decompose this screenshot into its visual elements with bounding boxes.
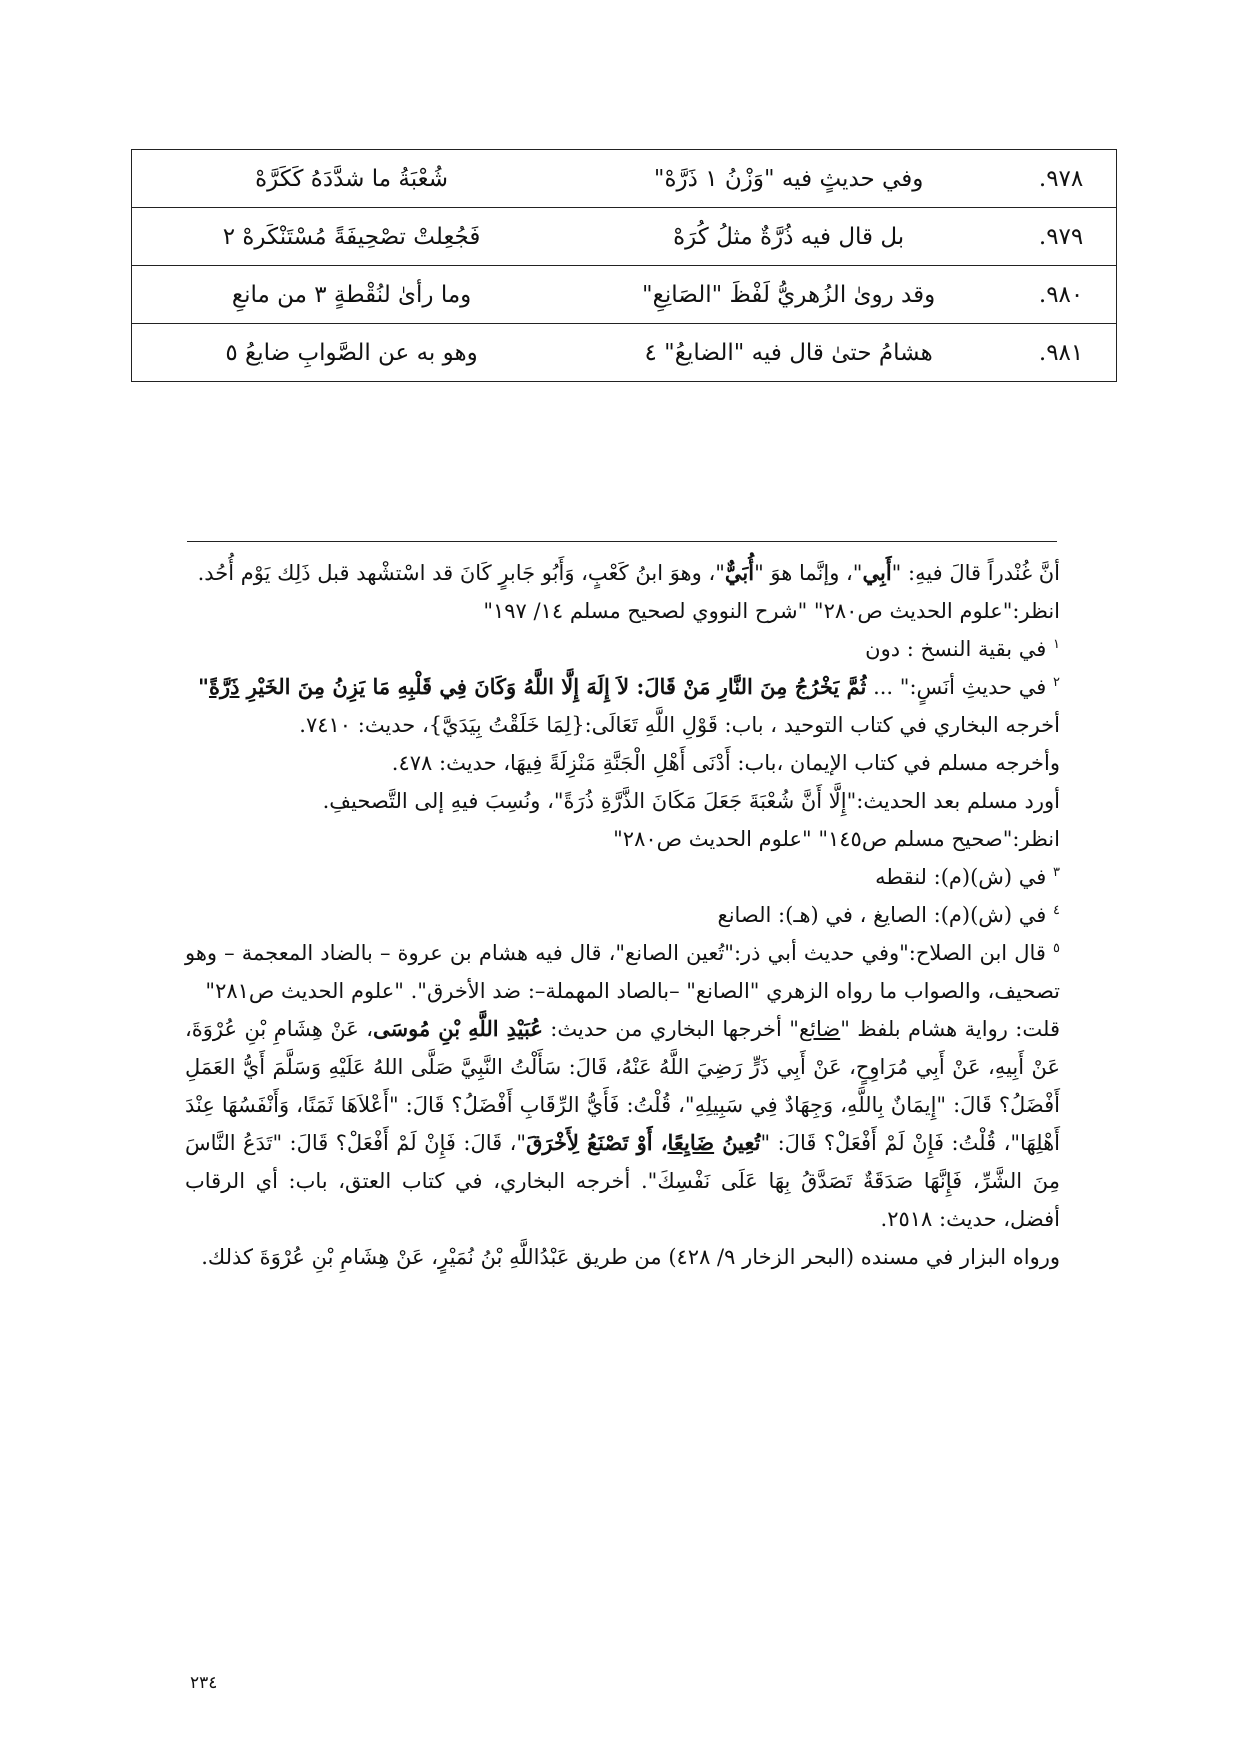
text: في (ش)(م): لنقطه [875, 865, 1054, 889]
footnote-3 [185, 858, 1060, 896]
footnote-2-source: أخرجه البخاري في كتاب التوحيد ، باب: قَوْلِ اللَّهِ تَعَالَى:{لِمَا خَلَقْتُ بِيَدَيَّ}، حديث: ٧٤١٠. [299, 713, 1060, 737]
reference-line: انظر:"علوم الحديث ص٢٨٠" "شرح النووي لصحيح مسلم ١٤/ ١٩٧" [483, 599, 1060, 623]
bold-text: ثُمَّ يَخْرُجُ مِنَ النَّارِ مَنْ قَالَ: لاَ إِلَهَ إِلَّا اللَّهُ وَكَانَ فِي قَلْبِهِ مَا يَزِنُ مِنَ الخَيْرِ [239, 674, 867, 699]
verse-first-hemistich: هشامُ حتىٰ قال فيه "الضايعُ" ٤ [571, 324, 1006, 382]
footnote-marker: ١ [1053, 637, 1060, 652]
commentary-last: ورواه البزار في مسنده (البحر الزخار ٩/ ٤٢٨) من طريق عَبْدُاللَّهِ بْنُ نُمَيْرٍ، عَنْ هِشَامِ بْنِ عُرْوَةَ كذلك. [201, 1245, 1060, 1269]
text: في (ش)(م): الصايغ ، في (هـ): الصانع [717, 903, 1054, 927]
underlined-text: ضَايِعًا [667, 1130, 715, 1155]
verse-table [131, 149, 1117, 382]
text: ، عَنْ هِشَامِ بْنِ عُرْوَةَ، عَنْ أَبِيهِ، عَنْ أَبِي مُرَاوِحٍ، عَنْ أَبِي ذَرٍّ رَضِيَ اللَّهُ عَنْهُ، قَالَ: سَأَلْتُ النَّبِيَّ صَلَّى اللهُ عَلَيْهِ وَسَلَّمَ أَيُّ العَمَلِ أَفْضَلُ؟ قَالَ: "إِيمَانٌ بِاللَّهِ، وَجِهَادٌ فِي سَبِيلِهِ"، قُلْتُ: فَأَيُّ الرِّقَابِ أَفْضَلُ؟ قَالَ: "أَعْلاَهَا ثَمَنًا، وَأَنْفَسُهَا عِنْدَ أَهْلِهَا"، قُلْتُ: فَإِنْ لَمْ أَفْعَلْ؟ قَالَ: " [185, 1017, 1060, 1155]
table-row [132, 208, 1117, 266]
page-number: ٢٣٤ [190, 1673, 218, 1693]
text: "، وإنَّما هوَ " [754, 561, 863, 585]
footnote-4 [185, 896, 1060, 934]
footnote-2-reference: انظر:"صحيح مسلم ص١٤٥" "علوم الحديث ص٢٨٠" [613, 827, 1060, 851]
underlined-text: ذَرَّةً [208, 674, 240, 699]
table-row [132, 150, 1117, 208]
underlined-text: ضائع [798, 1017, 841, 1041]
verse-second-hemistich: فَجُعِلتْ تصْحِيفَةً مُسْتَنْكَرهْ ٢ [132, 208, 572, 266]
verse-number: ٩٧٩. [1006, 208, 1116, 266]
footnote-separator [187, 541, 1057, 542]
verse-second-hemistich: شُعْبَةُ ما شدَّدَهُ كَكَرَّهْ [132, 150, 572, 208]
verse-number: ٩٧٨. [1006, 150, 1116, 208]
footnotes [185, 554, 1060, 1276]
footnote-marker: ٤ [1053, 903, 1060, 918]
text: أنَّ غُنْدراً قالَ فيهِ: " [891, 561, 1060, 585]
bold-text: ، أَوْ تَصْنَعُ لِأَخْرَقَ [526, 1130, 668, 1155]
verse-first-hemistich: وفي حديثٍ فيه "وَزْنُ ١ ذَرَّهْ" [571, 150, 1006, 208]
footnote-5 [185, 934, 1060, 1010]
text: "، وهوَ ابنُ كَعْبٍ، وَأَبُو جَابرٍ كَانَ قد اسْتشْهد قبل ذَلِك يَوْم أُحُد. [197, 561, 725, 585]
footnote-marker: ٥ [1053, 941, 1060, 956]
footnote-2-source: وأخرجه مسلم في كتاب الإيمان ،باب: أَدْنَى أَهْلِ الْجَنَّةِ مَنْزِلَةً فِيهَا، حديث: ٤٧٨. [391, 751, 1060, 775]
footnote-marker: ٣ [1053, 865, 1060, 880]
text: قلت: رواية هشام بلفظ " [840, 1017, 1060, 1041]
footnote-1 [185, 630, 1060, 668]
text: " أخرجها البخاري من حديث: [542, 1017, 799, 1041]
bold-text: تُعِينُ [714, 1130, 761, 1155]
footnote-2-note: أورد مسلم بعد الحديث:"إِلَّا أَنَّ شُعْبَةَ جَعَلَ مَكَانَ الذَّرَّةِ ذُرَةً"، ونُسِبَ فيهِ إلى التَّصحيفِ. [322, 789, 1060, 813]
text: في بقية النسخ : دون [865, 637, 1054, 661]
verse-second-hemistich: وما رأىٰ لنُقْطةٍ ٣ من مانعِ [132, 266, 572, 324]
footnote-continuation [185, 554, 1060, 592]
commentary [185, 1010, 1060, 1238]
verse-first-hemistich: وقد روىٰ الزُهريُّ لَفْظَ "الصَانِعِ" [571, 266, 1006, 324]
table-row [132, 266, 1117, 324]
bold-text: " [198, 674, 209, 699]
verse-number: ٩٨١. [1006, 324, 1116, 382]
footnote-2 [185, 668, 1060, 706]
verse-second-hemistich: وهو به عن الصَّوابِ ضايعُ ٥ [132, 324, 572, 382]
verse-first-hemistich: بل قال فيه ذُرَّةٌ مثلُ كُرَهْ [571, 208, 1006, 266]
bold-text: عُبَيْدِ اللَّهِ بْنِ مُوسَى [373, 1016, 543, 1041]
footnote-marker: ٢ [1053, 675, 1060, 690]
text: في حديثِ أنَسٍ:" ... [866, 675, 1054, 699]
text: "، قَالَ: فَإِنْ لَمْ أَفْعَلْ؟ قَالَ: "تَدَعُ النَّاسَ مِنَ الشَّرِّ، فَإِنَّهَا صَدَقَةٌ تَصَدَّقُ بِهَا عَلَى نَفْسِكَ". أخرجه البخاري، في كتاب العتق، باب: أي الرقاب أفضل، حديث: ٢٥١٨. [185, 1131, 1060, 1231]
verse-number: ٩٨٠. [1006, 266, 1116, 324]
table-row [132, 324, 1117, 382]
text: قال ابن الصلاح:"وفي حديث أبي ذر:"تُعين الصانع"، قال فيه هشام بن عروة – بالضاد المعجمة – وهو تصحيف، والصواب ما رواه الزهري "الصانع" –بالصاد المهملة–: ضد الأخرق". "علوم الحديث ص٢٨١" [185, 941, 1060, 1003]
bold-text: أُبَيٌّ [724, 560, 755, 585]
bold-text: أَبِي [862, 560, 892, 585]
